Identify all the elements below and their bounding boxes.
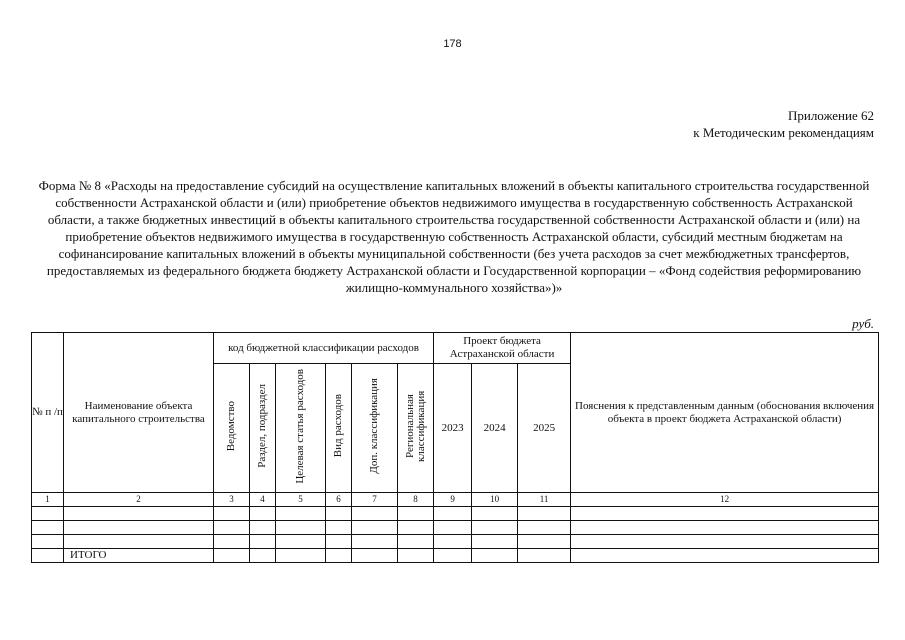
column-number: 4 bbox=[250, 493, 276, 507]
table-cell bbox=[214, 521, 250, 535]
total-row bbox=[32, 549, 879, 563]
table-cell bbox=[571, 535, 879, 549]
table-cell bbox=[518, 549, 571, 563]
page-number: 178 bbox=[443, 38, 462, 50]
table-cell bbox=[276, 521, 326, 535]
table-cell bbox=[472, 549, 518, 563]
column-number: 2 bbox=[64, 493, 214, 507]
table-cell bbox=[214, 535, 250, 549]
table-cell bbox=[352, 521, 398, 535]
column-number: 7 bbox=[352, 493, 398, 507]
column-number: 9 bbox=[434, 493, 472, 507]
appendix-line-1: Приложение 62 bbox=[787, 108, 874, 123]
table-cell bbox=[32, 535, 64, 549]
header-budget-project-group: Проект бюджета Астраханской области bbox=[434, 333, 571, 364]
table-cell bbox=[518, 507, 571, 521]
table-cell bbox=[214, 507, 250, 521]
table-cell bbox=[250, 535, 276, 549]
table-cell bbox=[571, 549, 879, 563]
table-cell bbox=[250, 521, 276, 535]
table-cell bbox=[250, 549, 276, 563]
table-cell bbox=[398, 535, 434, 549]
table-cell bbox=[64, 507, 214, 521]
table-cell bbox=[64, 535, 214, 549]
header-year-2025: 2025 bbox=[518, 364, 571, 493]
table-cell bbox=[276, 549, 326, 563]
appendix-reference bbox=[693, 107, 874, 141]
header-regional-classification: Региональная классификация bbox=[398, 364, 434, 493]
table-cell bbox=[352, 507, 398, 521]
total-label: ИТОГО bbox=[64, 549, 214, 563]
header-department: Ведомство bbox=[214, 364, 250, 493]
table-cell bbox=[326, 507, 352, 521]
table-cell bbox=[571, 521, 879, 535]
table-cell bbox=[326, 549, 352, 563]
table-cell bbox=[326, 535, 352, 549]
column-number: 6 bbox=[326, 493, 352, 507]
column-number-row bbox=[32, 493, 879, 507]
table-cell bbox=[32, 507, 64, 521]
column-number: 11 bbox=[518, 493, 571, 507]
appendix-line-2: к Методическим рекомендациям bbox=[693, 125, 874, 140]
table-cell bbox=[472, 507, 518, 521]
header-row-number: № п /п bbox=[32, 333, 64, 493]
column-number: 3 bbox=[214, 493, 250, 507]
column-number: 10 bbox=[472, 493, 518, 507]
table-cell bbox=[434, 521, 472, 535]
table-cell bbox=[434, 507, 472, 521]
column-number: 12 bbox=[571, 493, 879, 507]
table-cell bbox=[64, 521, 214, 535]
header-notes: Пояснения к представленным данным (обоснования включения объекта в проект бюджета Астраханской области) bbox=[571, 333, 879, 493]
table-cell bbox=[434, 535, 472, 549]
table-cell bbox=[32, 521, 64, 535]
header-row-1 bbox=[32, 333, 879, 364]
table-cell bbox=[250, 507, 276, 521]
form-title: Форма № 8 «Расходы на предоставление субсидий на осуществление капитальных вложений в объекты капитального строительства государственной собственности Астраханской области и (или) приобретение объектов недвижимого имущества в государственную собственность Астраханской области, а также бюджетных инвестиций в объекты капитального строительства государственной собственности Астраханской области и (или) на приобретение объектов недвижимого имущества в государственную собственность Астраханской области, субсидий местным бюджетам на софинансирование капитальных вложений в объекты муниципальной собственности (без учета расходов за счет межбюджетных трансфертов, предоставляемых из федерального бюджета бюджету Астраханской области и Государственной корпорации – «Фонд содействия реформированию жилищно-коммунального хозяйства»)» bbox=[38, 178, 870, 295]
table-cell bbox=[398, 521, 434, 535]
table-cell bbox=[276, 535, 326, 549]
table-row bbox=[32, 535, 879, 549]
header-year-2023: 2023 bbox=[434, 364, 472, 493]
table-cell bbox=[518, 535, 571, 549]
table-cell bbox=[472, 521, 518, 535]
column-number: 8 bbox=[398, 493, 434, 507]
table-cell bbox=[214, 549, 250, 563]
table-row bbox=[32, 507, 879, 521]
header-additional-classification: Доп. классификация bbox=[352, 364, 398, 493]
table-cell bbox=[352, 549, 398, 563]
expenses-table bbox=[31, 332, 879, 563]
table-cell bbox=[326, 521, 352, 535]
column-number: 5 bbox=[276, 493, 326, 507]
header-section: Раздел, подраздел bbox=[250, 364, 276, 493]
table-cell bbox=[398, 549, 434, 563]
table-cell bbox=[352, 535, 398, 549]
currency-unit: руб. bbox=[852, 316, 874, 331]
header-object-name: Наименование объекта капитального строительства bbox=[64, 333, 214, 493]
header-expense-type: Вид расходов bbox=[326, 364, 352, 493]
header-year-2024: 2024 bbox=[472, 364, 518, 493]
header-budget-code-group: код бюджетной классификации расходов bbox=[214, 333, 434, 364]
column-number: 1 bbox=[32, 493, 64, 507]
table-cell bbox=[32, 549, 64, 563]
table-row bbox=[32, 521, 879, 535]
header-target-article: Целевая статья расходов bbox=[276, 364, 326, 493]
table-cell bbox=[276, 507, 326, 521]
table-cell bbox=[518, 521, 571, 535]
table-cell bbox=[571, 507, 879, 521]
table-cell bbox=[398, 507, 434, 521]
table-cell bbox=[472, 535, 518, 549]
table-cell bbox=[434, 549, 472, 563]
